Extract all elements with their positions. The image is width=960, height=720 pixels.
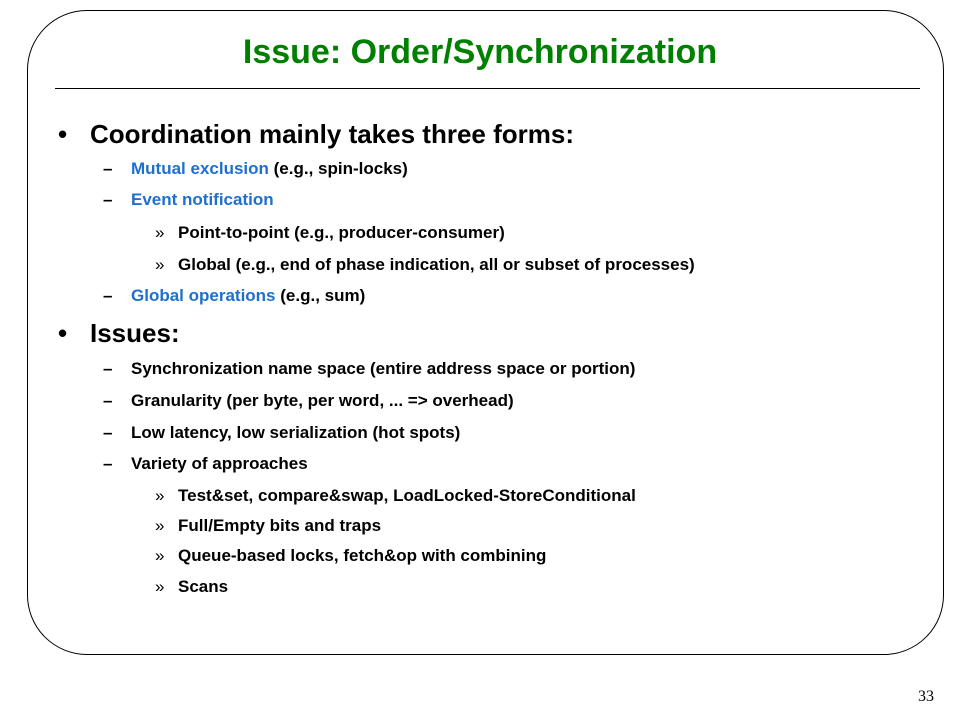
title-divider [55,88,920,89]
issue-text: Granularity (per byte, per word, ... => overhead) [131,391,514,410]
issue-text: Variety of approaches [131,454,308,473]
coordination-heading: Coordination mainly takes three forms: [90,119,574,149]
issues-heading: Issues: [90,318,180,348]
sub-marker: » [155,546,165,565]
dash-marker: – [103,286,113,305]
issue-text: Low latency, low serialization (hot spots) [131,423,461,442]
approach-text: Queue-based locks, fetch&op with combining [178,546,547,565]
global-operations-example: (e.g., sum) [275,286,366,305]
dash-marker: – [103,190,113,209]
global-operations-term: Global operations [131,286,276,305]
approach-text: Test&set, compare&swap, LoadLocked-StoreConditional [178,486,636,505]
sub-marker: » [155,486,165,505]
approach-text: Full/Empty bits and traps [178,516,382,535]
dash-marker: – [103,159,113,178]
mutual-exclusion-term: Mutual exclusion [131,159,269,178]
global-event-text: Global (e.g., end of phase indication, all or subset of processes) [178,255,695,274]
mutual-exclusion-example: (e.g., spin-locks) [268,159,408,178]
bullet-marker: • [58,318,68,348]
dash-marker: – [103,391,113,410]
sub-marker: » [155,516,165,535]
slide-title: Issue: Order/Synchronization [242,33,718,71]
page-number: 33 [918,688,934,705]
dash-marker: – [103,359,113,378]
dash-marker: – [103,454,113,473]
sub-marker: » [155,223,165,242]
point-to-point-text: Point-to-point (e.g., producer-consumer) [178,223,505,242]
dash-marker: – [103,423,113,442]
approach-text: Scans [178,577,229,596]
sub-marker: » [155,255,165,274]
issue-text: Synchronization name space (entire address space or portion) [131,359,636,378]
bullet-marker: • [58,119,68,149]
event-notification-term: Event notification [131,190,274,209]
sub-marker: » [155,577,165,596]
